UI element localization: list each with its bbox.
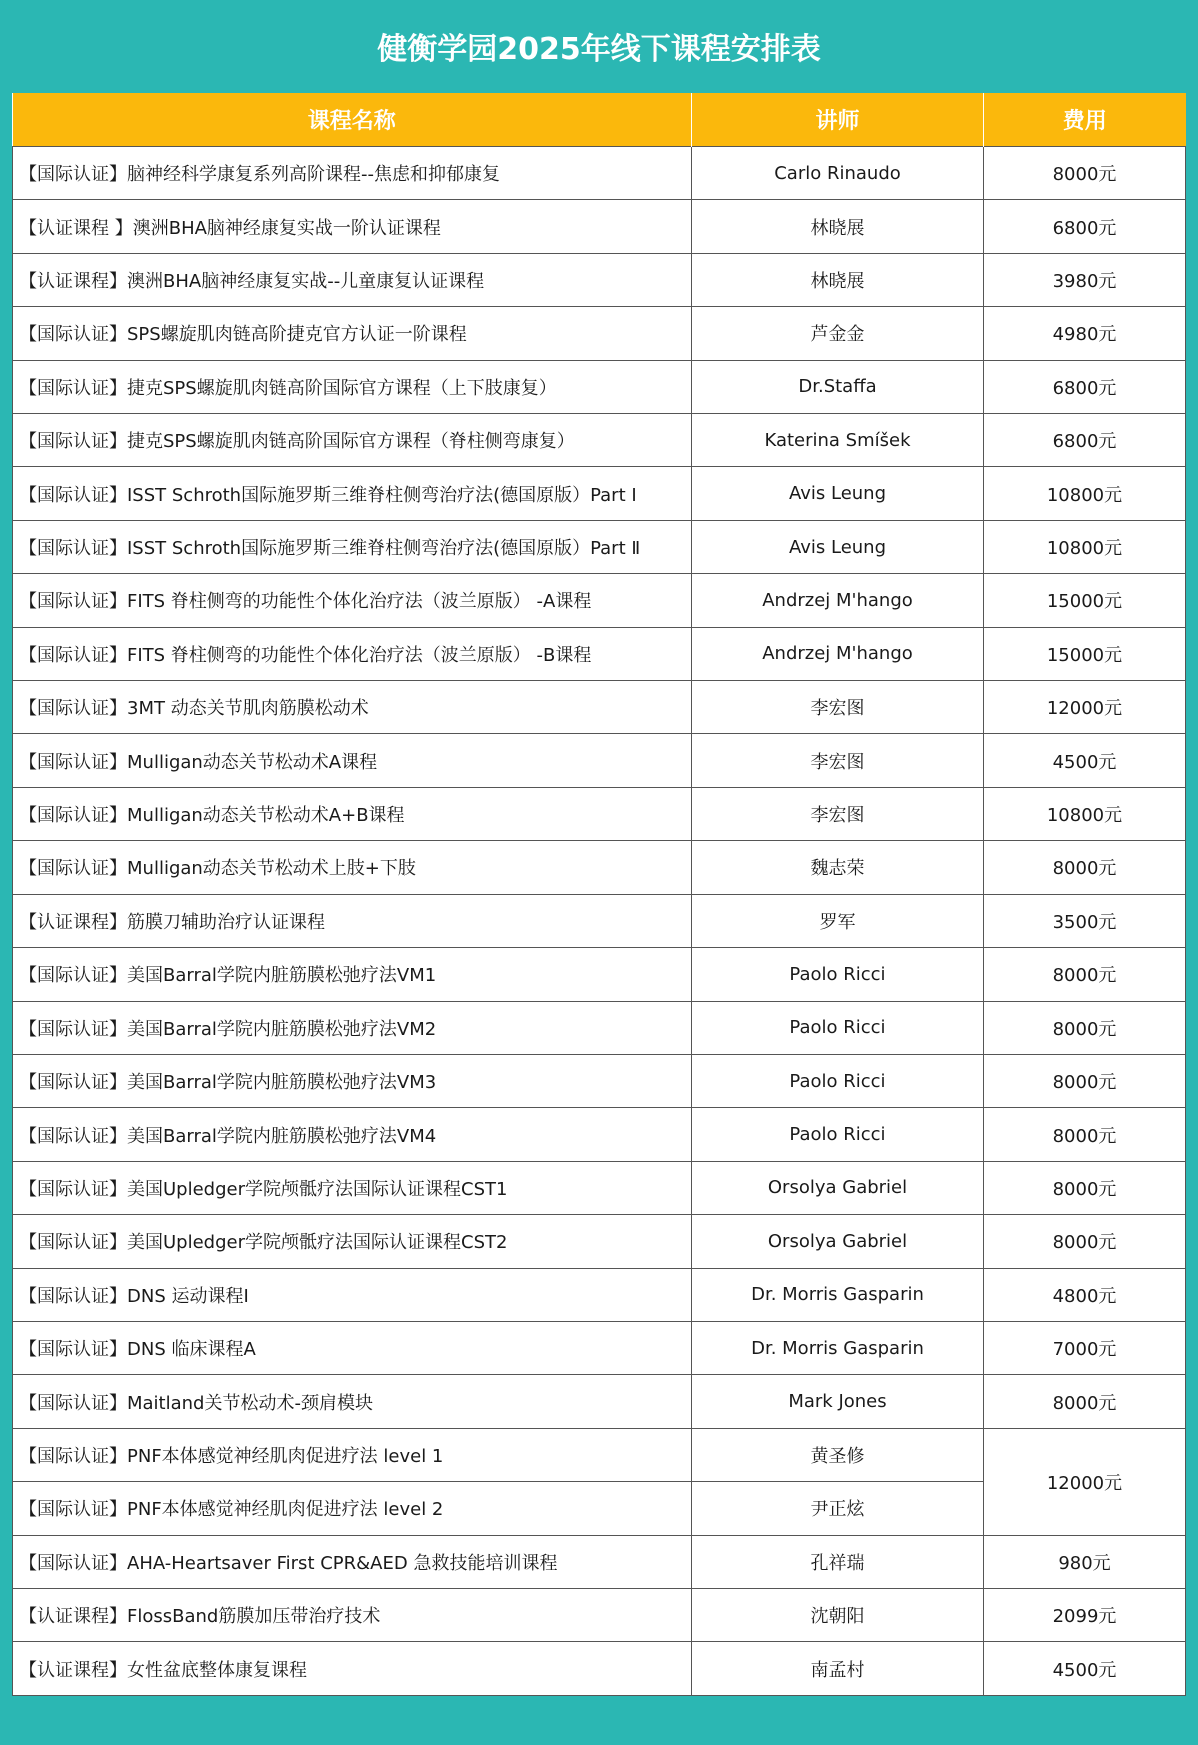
table-row [13,360,1186,413]
teacher-cell: Andrzej M'hango [692,627,984,680]
fee-cell: 2099元 [984,1588,1186,1641]
fee-cell: 15000元 [984,627,1186,680]
table-row [13,1375,1186,1428]
teacher-cell: 芦金金 [692,307,984,360]
teacher-cell: 南孟村 [692,1642,984,1696]
course-name-cell: 【认证课程】女性盆底整体康复课程 [13,1642,692,1696]
table-row [13,734,1186,787]
teacher-cell: Orsolya Gabriel [692,1161,984,1214]
teacher-cell: Paolo Ricci [692,1054,984,1107]
column-header-fee: 费用 [984,93,1186,147]
page-title: 健衡学园2025年线下课程安排表 [377,32,821,67]
table-header-row [13,93,1186,147]
course-name-cell: 【国际认证】美国Barral学院内脏筋膜松弛疗法VM4 [13,1108,692,1161]
course-name-cell: 【国际认证】DNS 运动课程I [13,1268,692,1321]
fee-cell: 3980元 [984,253,1186,306]
fee-cell: 3500元 [984,894,1186,947]
table-row [13,681,1186,734]
course-name-cell: 【国际认证】美国Barral学院内脏筋膜松弛疗法VM3 [13,1054,692,1107]
table-row [13,1054,1186,1107]
teacher-cell: 林晓展 [692,200,984,253]
table-row [13,307,1186,360]
column-header-teacher: 讲师 [692,93,984,147]
table-row [13,467,1186,520]
teacher-cell: 魏志荣 [692,841,984,894]
table-row [13,1001,1186,1054]
course-table-container [12,93,1185,1696]
course-name-cell: 【国际认证】Mulligan动态关节松动术A+B课程 [13,787,692,840]
course-name-cell: 【国际认证】FITS 脊柱侧弯的功能性个体化治疗法（波兰原版） -A课程 [13,574,692,627]
table-row [13,1108,1186,1161]
course-table [12,93,1186,1696]
fee-cell: 980元 [984,1535,1186,1588]
table-row [13,574,1186,627]
fee-cell: 12000元 [984,681,1186,734]
table-row [13,1321,1186,1374]
teacher-cell: Mark Jones [692,1375,984,1428]
course-name-cell: 【认证课程】澳洲BHA脑神经康复实战--儿童康复认证课程 [13,253,692,306]
course-name-cell: 【国际认证】脑神经科学康复系列高阶课程--焦虑和抑郁康复 [13,147,692,200]
teacher-cell: 李宏图 [692,734,984,787]
fee-cell: 4500元 [984,1642,1186,1696]
teacher-cell: 林晓展 [692,253,984,306]
teacher-cell: Dr.Staffa [692,360,984,413]
teacher-cell: Avis Leung [692,467,984,520]
course-name-cell: 【国际认证】3MT 动态关节肌肉筋膜松动术 [13,681,692,734]
course-name-cell: 【国际认证】ISST Schroth国际施罗斯三维脊柱侧弯治疗法(德国原版）Part Ⅱ [13,520,692,573]
teacher-cell: Orsolya Gabriel [692,1215,984,1268]
course-name-cell: 【国际认证】PNF本体感觉神经肌肉促进疗法 level 1 [13,1428,692,1481]
table-row [13,787,1186,840]
fee-cell: 4500元 [984,734,1186,787]
table-row [13,1428,1186,1481]
course-name-cell: 【国际认证】美国Upledger学院颅骶疗法国际认证课程CST1 [13,1161,692,1214]
table-row [13,1642,1186,1696]
course-name-cell: 【国际认证】捷克SPS螺旋肌肉链高阶国际官方课程（上下肢康复） [13,360,692,413]
fee-cell: 8000元 [984,948,1186,1001]
course-name-cell: 【国际认证】Mulligan动态关节松动术A课程 [13,734,692,787]
teacher-cell: Avis Leung [692,520,984,573]
table-row [13,520,1186,573]
column-header-course: 课程名称 [13,93,692,147]
teacher-cell: 沈朝阳 [692,1588,984,1641]
course-name-cell: 【国际认证】FITS 脊柱侧弯的功能性个体化治疗法（波兰原版） -B课程 [13,627,692,680]
table-row [13,414,1186,467]
fee-cell: 4980元 [984,307,1186,360]
course-name-cell: 【国际认证】PNF本体感觉神经肌肉促进疗法 level 2 [13,1482,692,1535]
fee-cell: 10800元 [984,467,1186,520]
course-name-cell: 【国际认证】美国Upledger学院颅骶疗法国际认证课程CST2 [13,1215,692,1268]
table-row [13,841,1186,894]
teacher-cell: Paolo Ricci [692,1001,984,1054]
course-name-cell: 【认证课程 】澳洲BHA脑神经康复实战一阶认证课程 [13,200,692,253]
table-row [13,147,1186,200]
fee-cell: 8000元 [984,1375,1186,1428]
fee-cell: 8000元 [984,1108,1186,1161]
teacher-cell: 孔祥瑞 [692,1535,984,1588]
table-row [13,1215,1186,1268]
table-row [13,948,1186,1001]
course-name-cell: 【国际认证】捷克SPS螺旋肌肉链高阶国际官方课程（脊柱侧弯康复） [13,414,692,467]
table-row [13,1588,1186,1641]
fee-cell: 8000元 [984,1001,1186,1054]
course-name-cell: 【国际认证】SPS螺旋肌肉链高阶捷克官方认证一阶课程 [13,307,692,360]
teacher-cell: 黄圣修 [692,1428,984,1481]
table-row [13,1161,1186,1214]
fee-cell: 8000元 [984,1161,1186,1214]
fee-cell-merged: 12000元 [984,1428,1186,1535]
course-name-cell: 【认证课程】筋膜刀辅助治疗认证课程 [13,894,692,947]
fee-cell: 8000元 [984,147,1186,200]
teacher-cell: Andrzej M'hango [692,574,984,627]
table-row [13,253,1186,306]
course-name-cell: 【国际认证】ISST Schroth国际施罗斯三维脊柱侧弯治疗法(德国原版）Part Ⅰ [13,467,692,520]
course-name-cell: 【国际认证】美国Barral学院内脏筋膜松弛疗法VM1 [13,948,692,1001]
teacher-cell: 李宏图 [692,787,984,840]
course-name-cell: 【国际认证】DNS 临床课程A [13,1321,692,1374]
course-name-cell: 【认证课程】FlossBand筋膜加压带治疗技术 [13,1588,692,1641]
course-name-cell: 【国际认证】美国Barral学院内脏筋膜松弛疗法VM2 [13,1001,692,1054]
course-name-cell: 【国际认证】AHA-Heartsaver First CPR&AED 急救技能培训课程 [13,1535,692,1588]
fee-cell: 8000元 [984,1054,1186,1107]
table-row [13,200,1186,253]
table-row [13,1535,1186,1588]
teacher-cell: 李宏图 [692,681,984,734]
table-row [13,894,1186,947]
fee-cell: 7000元 [984,1321,1186,1374]
fee-cell: 4800元 [984,1268,1186,1321]
teacher-cell: Katerina Smíšek [692,414,984,467]
teacher-cell: Carlo Rinaudo [692,147,984,200]
teacher-cell: Dr. Morris Gasparin [692,1268,984,1321]
course-name-cell: 【国际认证】Mulligan动态关节松动术上肢+下肢 [13,841,692,894]
teacher-cell: Paolo Ricci [692,1108,984,1161]
course-name-cell: 【国际认证】Maitland关节松动术-颈肩模块 [13,1375,692,1428]
teacher-cell: Paolo Ricci [692,948,984,1001]
fee-cell: 6800元 [984,360,1186,413]
fee-cell: 10800元 [984,787,1186,840]
table-row [13,627,1186,680]
teacher-cell: Dr. Morris Gasparin [692,1321,984,1374]
fee-cell: 8000元 [984,1215,1186,1268]
fee-cell: 10800元 [984,520,1186,573]
fee-cell: 8000元 [984,841,1186,894]
fee-cell: 6800元 [984,414,1186,467]
fee-cell: 15000元 [984,574,1186,627]
fee-cell: 6800元 [984,200,1186,253]
table-row [13,1268,1186,1321]
teacher-cell: 尹正炫 [692,1482,984,1535]
teacher-cell: 罗军 [692,894,984,947]
